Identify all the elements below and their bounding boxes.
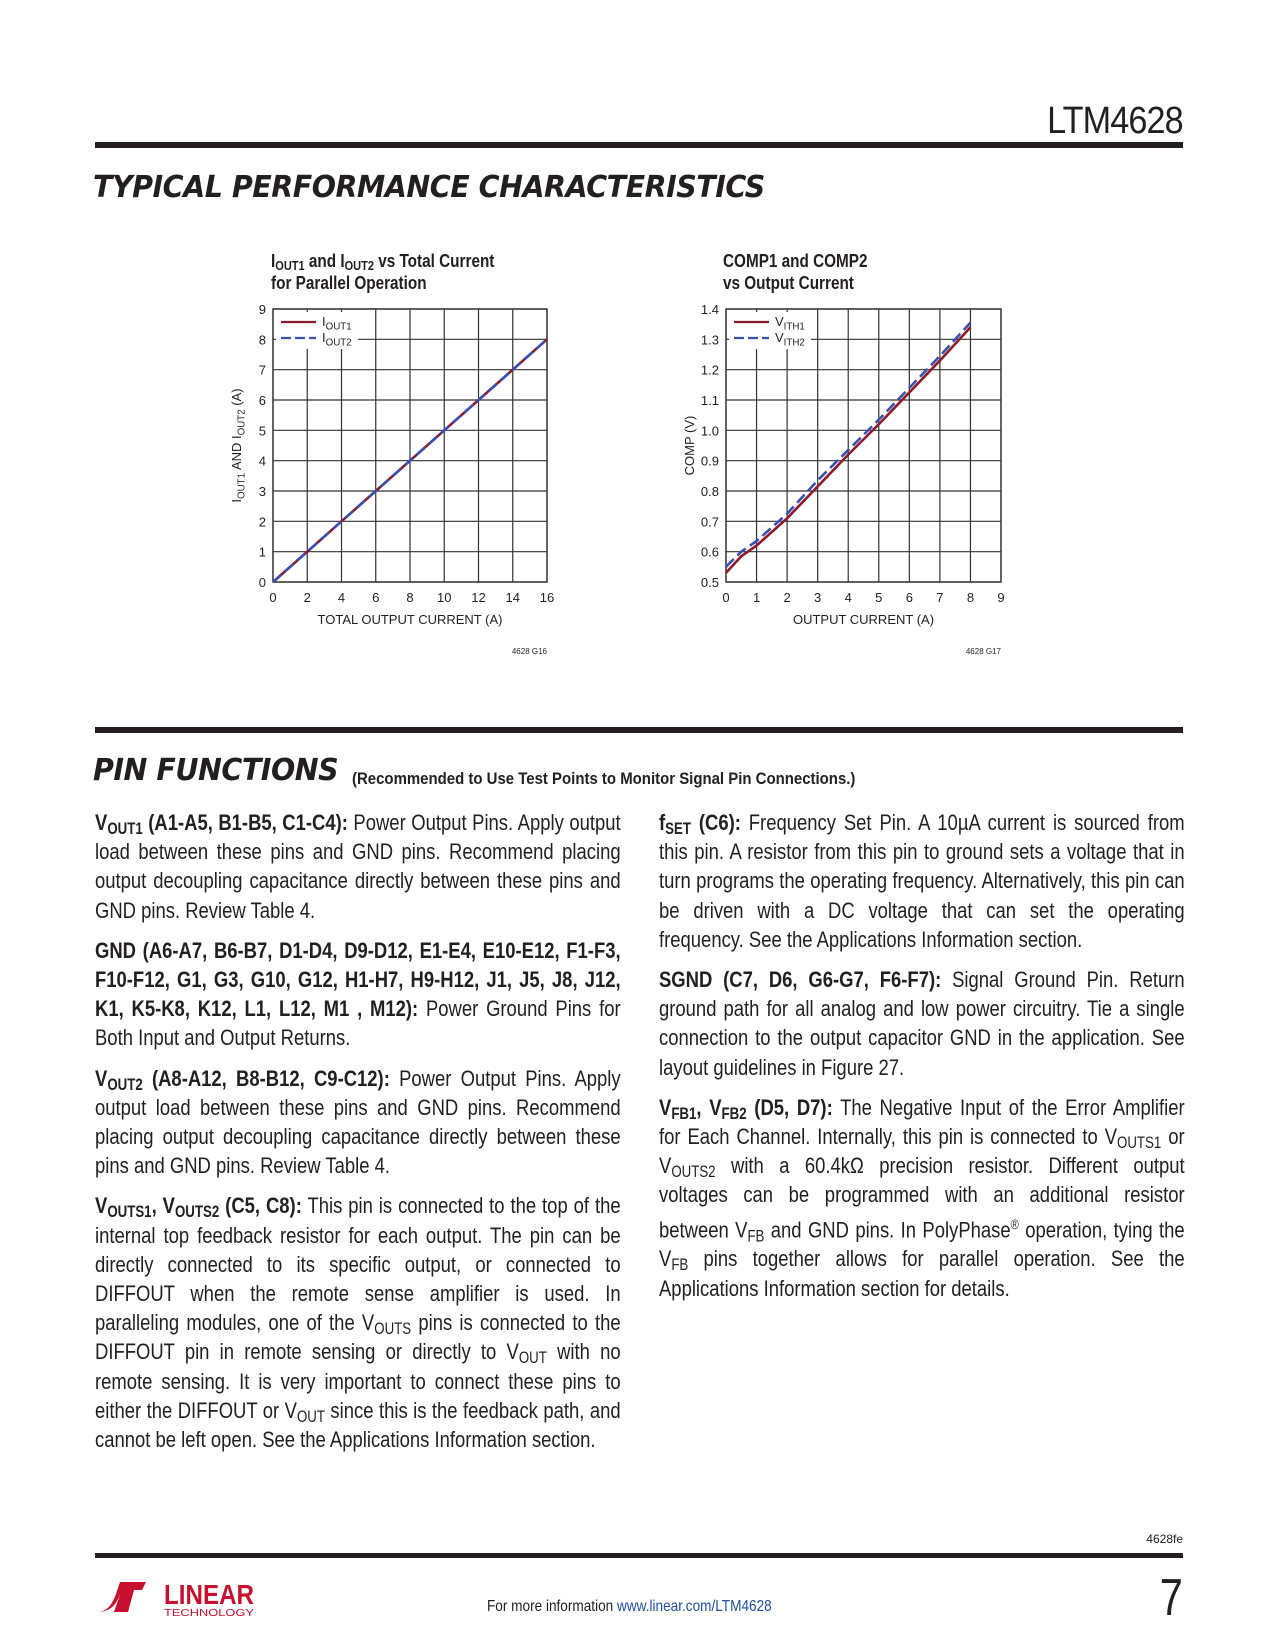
text-run: pins together allows for parallel operation. See the Applications Information section for details. [659,1246,1185,1301]
text-run: (A) [229,388,244,410]
text-run: OUT2 [236,409,248,436]
section-title-pin-functions: PIN FUNCTIONS [93,753,339,788]
page-number: 7 [1159,1569,1183,1627]
text-run: AND I [229,435,244,473]
text-run: SGND (C7, D6, G6-G7, F6-F7): [659,967,942,993]
x-tick-label: 2 [303,590,311,605]
figure-code: 4628 G16 [511,647,547,656]
y-tick-label: 0.6 [700,544,719,560]
text-run: V [659,1094,672,1120]
text-run: GND (A6-A7, B6-B7, D1-D4, D9-D12, E1-E4, E10-E12, F1-F3, F10-F12, G1, G3, G10, G12, H1-H7, H9-H12, J1, J5, J8, J12, K1, K5-K8, K12, L1, L12, M1 , M12): [95,937,621,1022]
text-run: SET [665,820,691,839]
pin-description [95,1064,621,1181]
x-tick-label: 5 [875,590,883,605]
text-run: OUTS1 [1117,1134,1162,1153]
text-run: OUTS [374,1320,412,1339]
text-run: since this is the feedback path, and cannot be left open. See the Applications Information section. [95,1397,621,1453]
text-run: The Negative Input of the Error Amplifier for Each Channel. Internally, this pin is connected to V [659,1094,1185,1150]
figure-code: 4628 G17 [965,647,1001,656]
text-run: (C5, C8): [219,1193,302,1219]
text-run: , V [151,1193,175,1219]
text-run: ITH2 [783,337,805,349]
logo-mark-icon [94,1576,264,1618]
x-tick-label: 0 [722,590,730,605]
y-tick-label: 1.3 [700,332,719,348]
text-run: COMP1 and COMP2 [723,251,868,271]
y-tick-label: 0 [258,575,266,590]
text-run: I [322,314,326,329]
x-tick-label: 3 [814,590,822,605]
text-run: OUT1 [236,472,248,499]
y-tick-label: 1.4 [700,302,719,317]
text-run: and GND pins. In PolyPhase [764,1217,1011,1243]
y-axis-label [229,388,247,502]
text-run: ITH1 [783,321,805,333]
x-tick-label: 4 [844,590,852,605]
text-run: vs Total Current [373,251,495,271]
text-run: OUTS2 [671,1163,716,1182]
text-run: OUT2 [325,337,352,349]
x-axis-label: OUTPUT CURRENT (A) [792,612,935,627]
y-tick-label: 4 [258,453,266,469]
x-tick-label: 8 [406,590,414,605]
x-tick-label: 2 [783,590,791,605]
website-link[interactable]: www.linear.com/LTM4628 [616,1598,772,1615]
x-axis-label: TOTAL OUTPUT CURRENT (A) [317,612,503,627]
text-run: (A1-A5, B1-B5, C1-C4): [142,810,348,835]
x-tick-label: 6 [372,590,380,605]
text-run: V [95,810,108,835]
x-tick-label: 14 [505,590,520,605]
logo-subtext: TECHNOLOGY [164,1608,255,1618]
text-run: for Parallel Operation [271,273,427,293]
text-run: with no remote sensing. It is very important to connect these pins to either the DIFFOUT or V [95,1339,621,1423]
chart-svg [660,240,1040,660]
pin-description [95,936,621,1053]
pin-description [659,965,1185,1082]
x-tick-label: 10 [437,590,452,605]
text-run: OUT1 [325,321,352,333]
text-run: or V [659,1124,1185,1179]
text-run: V [775,330,784,345]
x-tick-label: 9 [997,590,1005,605]
text-run: OUT [296,1407,325,1426]
more-info-label: For more information [487,1598,617,1615]
text-run: FB2 [721,1104,747,1123]
x-tick-label: 8 [966,590,975,605]
pin-functions-left-column [95,808,621,1465]
part-number: LTM4628 [1047,100,1183,142]
text-run: with a 60.4kΩ precision resistor. Different output voltages can be programmed with an additional resistor between V [659,1153,1185,1243]
text-run: FB [671,1256,689,1275]
text-run: FB1 [671,1104,697,1123]
section-title-typical-performance: TYPICAL PERFORMANCE CHARACTERISTICS [93,170,765,205]
y-tick-label: 0.5 [700,575,719,590]
text-run: Power Ground Pins for Both Input and Output Returns. [95,996,621,1051]
y-tick-label: 5 [258,423,266,439]
pin-functions-note: (Recommended to Use Test Points to Monitor Signal Pin Connections.) [352,769,856,788]
pin-functions-right-column [659,808,1185,1314]
y-tick-label: 1.2 [700,362,719,378]
logo-text: LINEAR [164,1579,254,1610]
pin-description [95,808,621,925]
text-run: (C6): [690,810,741,835]
text-run: and I [304,251,345,271]
text-run: operation, tying the V [659,1217,1185,1272]
chart-comp-vs-output-current [660,240,1040,660]
text-run: OUTS1 [107,1203,152,1222]
text-run: OUT2 [107,1075,143,1094]
x-tick-label: 1 [752,590,761,605]
text-run: ® [1010,1216,1019,1232]
y-tick-label: 2 [258,514,266,530]
more-info [487,1598,772,1616]
text-run: OUT [518,1349,547,1368]
chart-iout-vs-total-current [220,240,580,660]
text-run: FB [747,1227,765,1246]
y-tick-label: 0.7 [700,514,719,530]
text-run: OUTS2 [174,1203,220,1222]
y-tick-label: 0.8 [700,484,719,499]
text-run: I [229,498,244,503]
text-run: (A8-A12, B8-B12, C9-C12): [142,1065,390,1091]
text-run: V [95,1065,108,1091]
text-run: Power Output Pins. Apply output load between these pins and GND pins. Recommend placing output decoupling capacitance directly between these pins and GND pins. Review Table 4. [95,1065,621,1179]
text-run: (D5, D7): [746,1094,833,1120]
x-tick-label: 12 [471,590,486,605]
doc-code: 4628fe [1146,1532,1183,1546]
text-run: f [659,810,666,835]
y-tick-label: 3 [258,484,266,499]
y-tick-label: 1 [258,544,266,560]
y-tick-label: 1.0 [700,423,719,439]
text-run: Power Output Pins. Apply output load between these pins and GND pins. Recommend placing output decoupling capacitance directly between these pins and GND pins. Review Table 4. [95,810,621,923]
text-run: pins is connected to the DIFFOUT pin in remote sensing or directly to V [95,1310,621,1365]
x-tick-label: 6 [905,590,913,605]
text-run: Frequency Set Pin. A 10µA current is sourced from this pin. A resistor from this pin to ground sets a voltage that in turn programs the operating frequency. Alternatively, this pin can be driven with a DC voltage that can set the operating frequency. See the Applications Information section. [659,810,1185,952]
section-rule [95,727,1183,733]
y-tick-label: 1.1 [700,393,719,408]
text-run: , V [696,1094,722,1120]
text-run: vs Output Current [723,273,854,293]
pin-description [659,1093,1185,1303]
pin-description [659,808,1185,954]
plot-frame [726,309,1001,582]
text-run: OUT2 [344,258,374,274]
linear-technology-logo [94,1576,264,1618]
y-tick-label: 7 [258,362,266,378]
x-tick-label: 16 [539,590,555,605]
text-run: V [95,1193,108,1219]
text-run: COMP (V) [682,415,697,476]
text-run: Signal Ground Pin. Return ground path for all analog and low power circuitry. Tie a single connection to the output capacitor GND in the application. See layout guidelines in Figure 27. [659,967,1185,1080]
text-run: This pin is connected to the top of the internal top feedback resistor for each output. The pin can be directly connected to its specific output, or connected to DIFFOUT when the remote sense amplifier is used. In paralleling modules, one of the V [95,1193,621,1336]
y-tick-label: 8 [258,332,266,348]
chart-svg [220,240,580,660]
footer-rule [95,1553,1183,1558]
text-run: I [322,330,326,345]
text-run: OUT1 [107,820,143,839]
header-rule [95,142,1183,148]
y-tick-label: 0.9 [700,453,719,469]
text-run: I [271,251,276,271]
text-run: OUT1 [275,258,305,274]
x-tick-label: 7 [936,590,944,605]
y-tick-label: 9 [258,302,266,317]
pin-description [95,1191,621,1454]
text-run: V [775,314,784,329]
y-axis-label [682,416,697,476]
x-tick-label: 0 [269,590,277,605]
y-tick-label: 6 [258,393,266,408]
x-tick-label: 4 [337,590,346,605]
